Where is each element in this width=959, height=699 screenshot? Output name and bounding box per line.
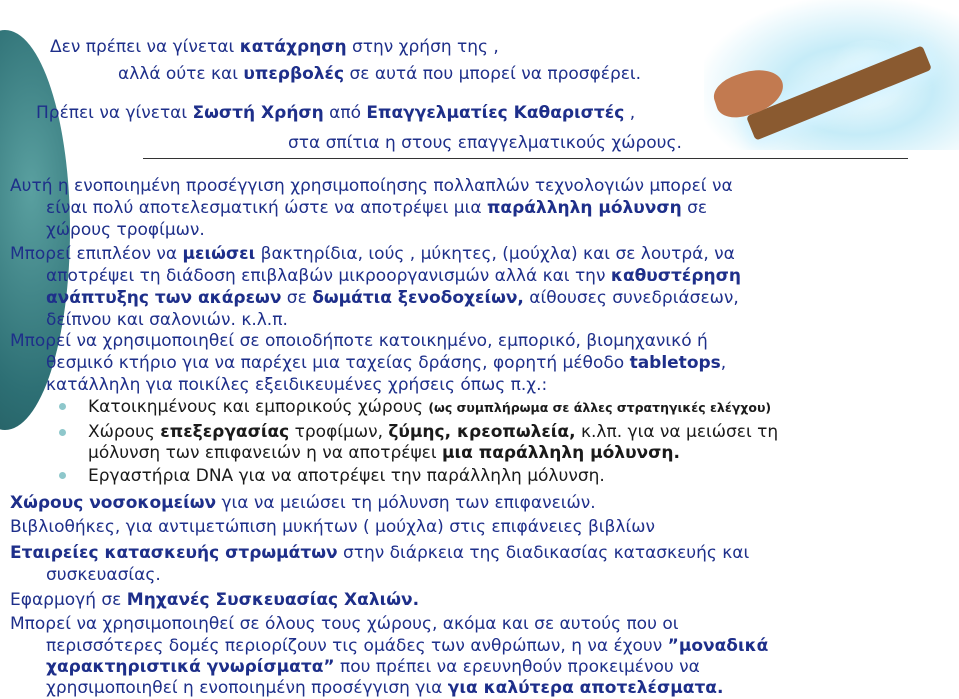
text: στην χρήση της , xyxy=(346,37,499,57)
bullet-line xyxy=(88,396,771,419)
body-line xyxy=(10,243,735,265)
bullet-line xyxy=(88,421,778,443)
emphasis-text: καθυστέρηση xyxy=(610,266,741,286)
emphasis-text: Μηχανές Συσκευασίας Χαλιών. xyxy=(126,590,420,610)
body-line xyxy=(46,265,741,287)
text: για να μειώσει τη μόλυνση των επιφανειών. xyxy=(216,493,596,513)
emphasis-text: παράλληλη μόλυνση xyxy=(486,198,682,218)
text: σε xyxy=(281,288,313,308)
text: Εφαρμογή σε xyxy=(10,590,127,610)
text: μόλυνση των επιφανειών η να αποτρέψει xyxy=(88,443,443,463)
emphasis-text: Σωστή Χρήση xyxy=(192,103,324,123)
emphasis-text: Εταιρείες κατασκευής στρωμάτων xyxy=(10,543,338,563)
emphasis-text: χαρακτηριστικά γνωρίσματα” xyxy=(46,657,335,677)
emphasis-text: Επαγγελματίες Καθαριστές xyxy=(366,103,625,123)
bullet-icon xyxy=(59,472,66,479)
text: σε αυτά που μπορεί να προσφέρει. xyxy=(344,64,642,84)
body-line: Αυτή η ενοποιημένη προσέγγιση χρησιμοποίησης πολλαπλών τεχνολογιών μπορεί να xyxy=(10,176,733,196)
tail-line xyxy=(46,677,723,699)
text: περισσότερες δομές περιορίζουν τις ομάδες των ανθρώπων, η να έχουν xyxy=(46,636,668,656)
text: αίθουσες συνεδριάσεων, xyxy=(523,288,739,308)
intro-line-2 xyxy=(118,63,641,85)
tail-line xyxy=(10,589,419,611)
emphasis-text: Χώρους νοσοκομείων xyxy=(10,493,217,513)
emphasis-text: ανάπτυξης των ακάρεων xyxy=(46,288,282,308)
body-line xyxy=(46,287,739,309)
intro-line-4: στα σπίτια η στους επαγγελματικούς χώρους. xyxy=(288,133,682,153)
body-line xyxy=(46,197,707,219)
text: αποτρέψει τη διάδοση επιβλαβών μικροοργανισμών αλλά και την xyxy=(46,266,611,286)
text: που πρέπει να ερευνηθούν προκειμένου να xyxy=(334,657,700,677)
tail-line: συσκευασίας. xyxy=(46,565,161,585)
text: από xyxy=(323,103,367,123)
text: σε xyxy=(681,198,708,218)
text: Πρέπει να γίνεται xyxy=(36,103,193,123)
body-line: κατάλληλη για ποικίλες εξειδικευμένες χρήσεις όπως π.χ.: xyxy=(46,375,548,395)
body-line: δείπνου και σαλονιών. κ.λ.π. xyxy=(46,310,288,330)
emphasis-text: tabletops xyxy=(629,353,721,373)
emphasis-text: ”μοναδικά xyxy=(667,636,769,656)
tail-line xyxy=(46,635,768,657)
divider-line xyxy=(143,158,908,159)
emphasis-text: για καλύτερα αποτελέσματα. xyxy=(447,678,724,698)
text: Κατοικημένους και εμπορικούς χώρους xyxy=(88,397,429,417)
emphasis-text: επεξεργασίας xyxy=(160,422,290,442)
text: , xyxy=(720,353,727,373)
text: χρησιμοποιηθεί η ενοποιημένη προσέγγιση για xyxy=(46,678,448,698)
tail-line xyxy=(46,656,700,678)
tail-line: Μπορεί να χρησιμοποιηθεί σε όλους τους χώρους, ακόμα και σε αυτούς που οι xyxy=(10,614,679,634)
emphasis-text: δωμάτια ξενοδοχείων, xyxy=(312,288,524,308)
bullet-line xyxy=(88,442,680,464)
text: Δεν πρέπει να γίνεται xyxy=(50,37,240,57)
emphasis-text: ζύμης, κρεοπωλεία, xyxy=(388,422,576,442)
text: στην διάρκεια της διαδικασίας κατασκευής και xyxy=(337,543,750,563)
body-line xyxy=(46,352,726,374)
tail-line: Βιβλιοθήκες, για αντιμετώπιση μυκήτων ( μούχλα) στις επιφάνειες βιβλίων xyxy=(10,517,655,537)
tail-line xyxy=(10,492,596,514)
text: είναι πολύ αποτελεσματική ώστε να αποτρέψει μια xyxy=(46,198,487,218)
body-line: χώρους τροφίμων. xyxy=(46,220,205,240)
emphasis-text: μειώσει xyxy=(182,244,256,264)
text: Μπορεί επιπλέον να xyxy=(10,244,183,264)
body-line: Μπορεί να χρησιμοποιηθεί σε οποιοδήποτε κατοικημένο, εμπορικό, βιομηχανικό ή xyxy=(10,331,708,351)
bullet-icon xyxy=(59,403,66,410)
text: κ.λπ. για να μειώσει τη xyxy=(575,422,779,442)
emphasis-text: μια παράλληλη μόλυνση. xyxy=(442,443,680,463)
intro-line-1 xyxy=(50,36,499,58)
text: τροφίμων, xyxy=(289,422,389,442)
bullet-line: Εργαστήρια DNA για να αποτρέψει την παράλληλη μόλυνση. xyxy=(88,466,605,486)
intro-line-3 xyxy=(36,102,635,124)
emphasis-text: (ως συμπλήρωμα σε άλλες στρατηγικές ελέγχου) xyxy=(428,400,772,415)
tail-line xyxy=(10,542,749,564)
text: αλλά ούτε και xyxy=(118,64,244,84)
uv-device-photo xyxy=(704,0,959,150)
emphasis-text: κατάχρηση xyxy=(239,37,347,57)
text: Χώρους xyxy=(88,422,161,442)
text: βακτηρίδια, ιούς , μύκητες, (μούχλα) και σε λουτρά, να xyxy=(255,244,735,264)
text: , xyxy=(624,103,636,123)
text: θεσμικό κτήριο για να παρέχει μια ταχείας δράσης, φορητή μέθοδο xyxy=(46,353,630,373)
emphasis-text: υπερβολές xyxy=(243,64,345,84)
bullet-icon xyxy=(59,429,66,436)
